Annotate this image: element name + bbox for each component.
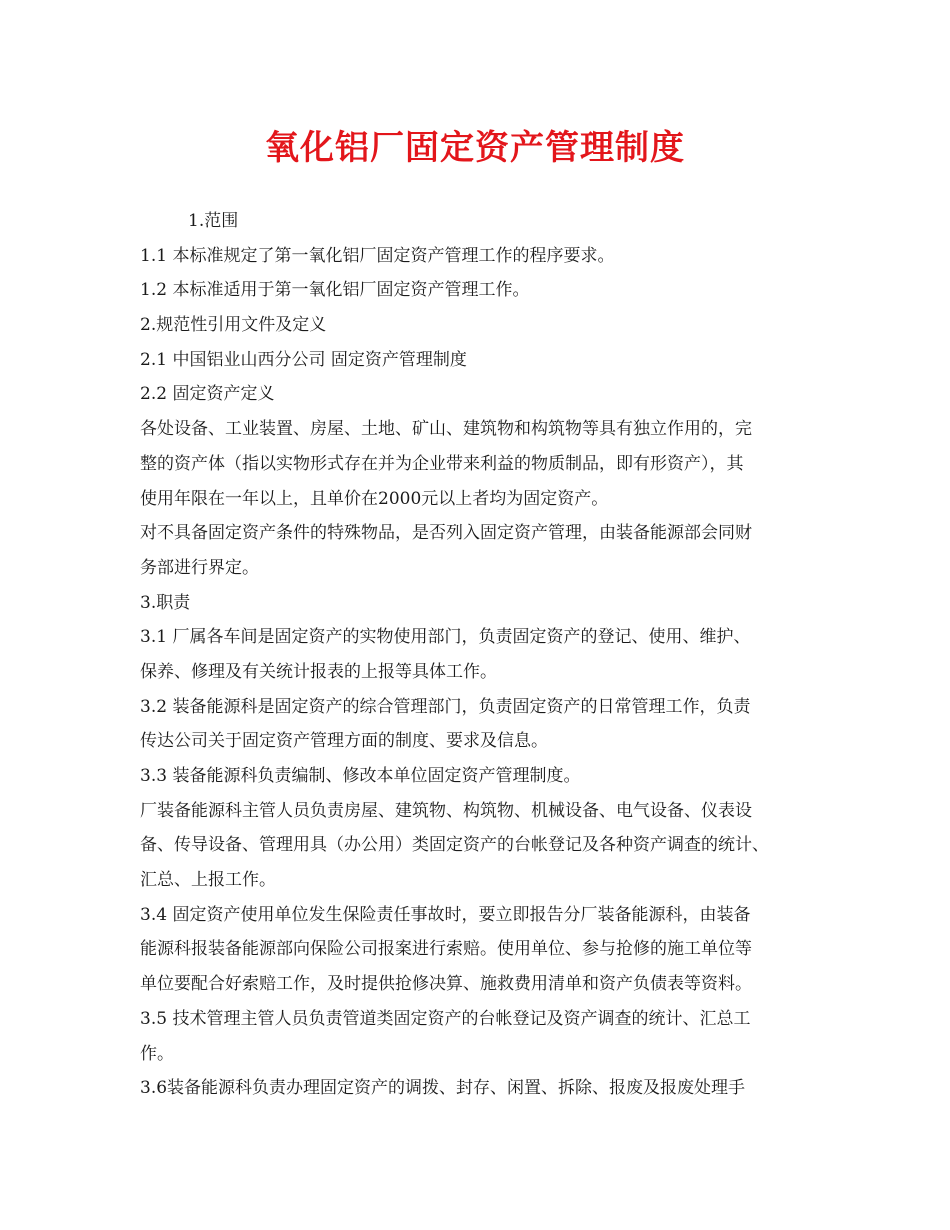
text-line: 2.2 固定资产定义 <box>140 384 275 405</box>
document-body <box>140 204 830 1106</box>
text-line: 对不具备固定资产条件的特殊物品，是否列入固定资产管理，由装备能源部会同财 <box>140 523 752 544</box>
text-line: 3.2 装备能源科是固定资产的综合管理部门，负责固定资产的日常管理工作，负责 <box>140 696 751 717</box>
text-line: 2.1 中国铝业山西分公司 固定资产管理制度 <box>140 349 467 370</box>
text-line: 务部进行界定。 <box>140 557 259 578</box>
text-line: 各处设备、工业装置、房屋、土地、矿山、建筑物和构筑物等具有独立作用的，完 <box>140 419 752 440</box>
document-title: 氧化铝厂固定资产管理制度 <box>265 128 685 168</box>
text-line: 使用年限在一年以上，且单价在2000元以上者均为固定资产。 <box>140 488 609 509</box>
text-line: 3.6装备能源科负责办理固定资产的调拨、封存、闲置、拆除、报废及报废处理手 <box>140 1078 746 1099</box>
text-line: 备、传导设备、管理用具（办公用）类固定资产的台帐登记及各种资产调查的统计、 <box>140 835 769 856</box>
text-line: 传达公司关于固定资产管理方面的制度、要求及信息。 <box>140 731 548 752</box>
text-line: 3.1 厂属各车间是固定资产的实物使用部门，负责固定资产的登记、使用、维护、 <box>140 627 751 648</box>
text-line: 3.4 固定资产使用单位发生保险责任事故时，要立即报告分厂装备能源科，由装备 <box>140 904 751 925</box>
text-line: 2.规范性引用文件及定义 <box>140 315 327 336</box>
text-line: 保养、修理及有关统计报表的上报等具体工作。 <box>140 661 497 682</box>
text-line: 单位要配合好索赔工作，及时提供抢修决算、施救费用清单和资产负债表等资料。 <box>140 974 752 995</box>
text-line: 1.1 本标准规定了第一氧化铝厂固定资产管理工作的程序要求。 <box>140 245 615 266</box>
text-line: 3.5 技术管理主管人员负责管道类固定资产的台帐登记及资产调查的统计、汇总工 <box>140 1008 751 1029</box>
text-line: 3.3 装备能源科负责编制、修改本单位固定资产管理制度。 <box>140 766 581 786</box>
text-line: 3.职责 <box>140 592 191 613</box>
text-line: 汇总、上报工作。 <box>140 870 276 891</box>
text-line: 厂装备能源科主管人员负责房屋、建筑物、构筑物、机械设备、电气设备、仪表设 <box>140 800 752 821</box>
text-line: 1.范围 <box>188 211 239 231</box>
text-line: 作。 <box>140 1043 174 1064</box>
text-line: 1.2 本标准适用于第一氧化铝厂固定资产管理工作。 <box>140 280 530 301</box>
text-line: 整的资产体（指以实物形式存在并为企业带来利益的物质制品，即有形资产），其 <box>140 453 744 474</box>
text-line: 能源科报装备能源部向保险公司报案进行索赔。使用单位、参与抢修的施工单位等 <box>140 939 752 960</box>
